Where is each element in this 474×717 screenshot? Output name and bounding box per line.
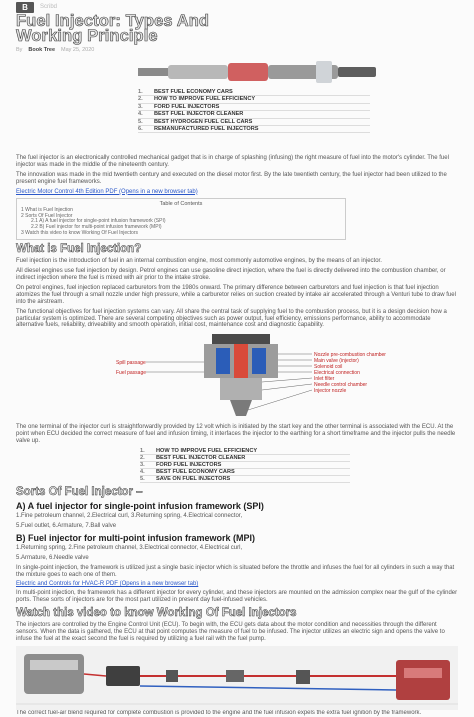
document-page <box>0 1 474 716</box>
body-paragraph: All diesel engines use fuel injection by design. Petrol engines can use gasoline direct injection, where the fuel is directly delivered into the combustion chamber, or indirect injection where the fuel is mixed with air prior to the intake stroke. <box>16 268 446 281</box>
list-item[interactable]: 2. BEST FUEL INJECTOR CLEANER <box>140 455 350 462</box>
diagram-label-right: Solenoid coil <box>314 364 343 371</box>
intro-paragraph: The innovation was made in the mid twentieth century and executed on the diesel motor first. By the late twentieth century, the fuel injector had been utilized to the present engine fuel frameworks. <box>16 171 447 185</box>
table-of-contents <box>16 198 346 241</box>
injector-clip <box>316 61 332 83</box>
injector-illustration <box>136 59 381 85</box>
site-logo[interactable]: B <box>16 2 34 13</box>
diagram-coil-right <box>252 348 266 374</box>
diagram-nozzle <box>230 400 252 416</box>
toc-item[interactable]: 3 Watch this video to know Working Of Fuel Injectors <box>21 230 138 237</box>
author-prefix: By <box>16 47 23 53</box>
diagram-label-right: Nozzle pre-combustion chamber <box>314 352 386 359</box>
page-title: Fuel Injector: Types And Working Principle <box>16 12 210 45</box>
diagram-label-left: Fuel passage <box>116 370 147 377</box>
injector-body <box>168 65 228 79</box>
list-item[interactable]: 5. SAVE ON FUEL INJECTORS <box>140 476 350 483</box>
subsection-heading: A) A fuel injector for single-point infusion framework (SPI) <box>16 501 264 512</box>
toc-item[interactable]: 1 What is Fuel Injection <box>21 206 73 213</box>
publish-date: May 25, 2020 <box>61 47 95 53</box>
toc-item[interactable]: 2.2 B) Fuel injector for multi-point infusion framework (MPI) <box>31 224 162 231</box>
injector-connector <box>338 67 376 77</box>
author-name[interactable]: Book Tree <box>28 47 56 53</box>
body-paragraph: 1.Fine petroleum channel, 2.Electrical curl, 3.Returning spring, 4.Electrical connector, <box>16 513 243 520</box>
list-item[interactable]: 6. REMANUFACTURED FUEL INJECTORS <box>138 126 370 133</box>
body-paragraph: Fuel injection is the introduction of fuel in an internal combustion engine, most commonly automotive engines, by the means of an injector. <box>16 258 382 265</box>
injector-tip <box>138 68 168 76</box>
mid-ad-list <box>140 448 350 483</box>
body-paragraph: In single-point injection, the framework is utilized just a single basic injector which is situated before the throttle and infuses the fuel for all cylinders in such a way that the mixture goes to each one of them. <box>16 564 455 578</box>
pdf-link[interactable]: Electric Motor Control 4th Edition PDF (Opens in a new browser tab) <box>16 188 198 195</box>
body-paragraph: The functional objectives for fuel injection systems can vary. All share the central task of supplying fuel to the combustion process, but it is a design decision how a particular system is optimized. There are several competing objectives such as power output, fuel efficiency, emissions performance, ability to accommodate alternative fuels, reliability, driveability and smooth operation, initial cost, maintenance cost and diagnostic capability. <box>16 308 447 329</box>
body-paragraph: The injectors are controlled by the Engine Control Unit (ECU). To begin with, the ECU gets data about the motor condition and necessities through the different sensors. When the data is gathered, the ECU at that point computes the measure of fuel to be infused. The injector utilizes an electric sign and opens the valve to infuse the fuel at the exact second the fuel is required by utilizing a fuel rail with the fuel pump. <box>16 622 445 643</box>
injector-seal <box>228 63 268 81</box>
ecu-svg <box>16 646 458 710</box>
toc-item[interactable]: 2 Sorts Of Fuel Injector <box>21 212 73 219</box>
diagram-label-right: Electrical connection <box>314 370 360 377</box>
toc-item[interactable]: 2.1 A) A fuel injector for single-point infusion framework (SPI) <box>31 218 166 225</box>
list-item[interactable]: 1. BEST FUEL ECONOMY CARS <box>138 89 370 96</box>
list-item[interactable]: 4. BEST FUEL ECONOMY CARS <box>140 469 350 476</box>
brand-name: Scribd <box>40 4 58 10</box>
article-meta <box>16 47 458 53</box>
top-ad-list <box>138 89 370 133</box>
section-heading: Sorts Of Fuel Injector – <box>16 486 143 499</box>
body-paragraph: In multi-point injection, the framework has a different injector for every cylinder, and these injectors are mounted on the admission complex near the gulf of the cylinder ports. These sorts of injectors are for the most part utilized in present day fuel-infused vehicles. <box>16 590 458 604</box>
diagram-label-right: Main valve (injector) <box>314 358 359 365</box>
body-paragraph: 5.Fuel outlet, 6.Armature, 7.Ball valve <box>16 522 117 529</box>
ecu-system-diagram <box>16 646 458 710</box>
body-paragraph: On petrol engines, fuel injection replaced carburetors from the 1980s onward. The primary difference between carburetors and fuel injection is that fuel injection atomizes the fuel through a small nozzle under high pressure, while a carburetor relies on suction created by intake air accelerated through a Venturi tube to draw fuel into the airstream. <box>16 284 456 305</box>
diagram-top <box>212 334 270 344</box>
section-heading: Watch this video to know Working Of Fuel Injectors <box>16 607 297 620</box>
diagram-svg <box>16 332 458 422</box>
hero-section <box>16 55 458 155</box>
list-item[interactable]: 3. FORD FUEL INJECTORS <box>138 104 370 111</box>
list-item[interactable]: 3. FORD FUEL INJECTORS <box>140 462 350 469</box>
intro-paragraph: The fuel injector is an electronically controlled mechanical gadget that is in charge of splashing (infusing) the right measure of fuel into the motor's cylinder. The fuel injector was made in the middle of the nineteenth century. <box>16 155 449 168</box>
list-item[interactable]: 5. BEST HYDROGEN FUEL CELL CARS <box>138 119 370 126</box>
ecu-unit <box>106 666 140 686</box>
body-paragraph: The correct fuel-air blend required for complete combustion is provided to the engine and the fuel infusion expels the extra fuel ignition by the framework. <box>16 710 422 716</box>
body-paragraph: The one terminal of the injector curl is straightforwardly provided by 12 volt which is initiated by the start key and the other terminal is associated with the ECU. At the point when ECU decided the correct measure of fuel and infusion timing, it interfaces the injector to the earthing for a short timeframe and the injector pulls the needle valve up. <box>16 424 456 445</box>
diagram-label-left: Spill passage <box>116 360 146 367</box>
pdf-link[interactable]: Electric and Controls for HVAC-R PDF (Opens in a new browser tab) <box>16 581 199 588</box>
body-paragraph: 5.Armature, 6.Needle valve <box>16 554 89 561</box>
section-heading: What is Fuel Injection? <box>16 243 142 256</box>
ecu-fuel-tank <box>396 660 450 700</box>
list-item[interactable]: 2. HOW TO IMPROVE FUEL EFFICIENCY <box>138 96 370 103</box>
diagram-coil-left <box>216 348 230 374</box>
body-paragraph: 1.Returning spring, 2.Fine petroleum channel, 3.Electrical connector, 4.Electrical curl, <box>16 544 243 551</box>
subsection-heading: B) Fuel injector for multi-point infusion framework (MPI) <box>16 532 255 543</box>
diagram-body <box>220 378 262 400</box>
diagram-label-right: Injector nozzle <box>314 388 347 395</box>
diagram-label-right: Needle control chamber <box>314 382 368 389</box>
toc-heading: Table of Contents <box>159 200 203 207</box>
list-item[interactable]: 4. BEST FUEL INJECTOR CLEANER <box>138 111 370 118</box>
injector-cross-section-diagram <box>16 332 458 422</box>
list-item[interactable]: 1. HOW TO IMPROVE FUEL EFFICIENCY <box>140 448 350 455</box>
diagram-label-right: Inlet filter <box>314 376 335 383</box>
